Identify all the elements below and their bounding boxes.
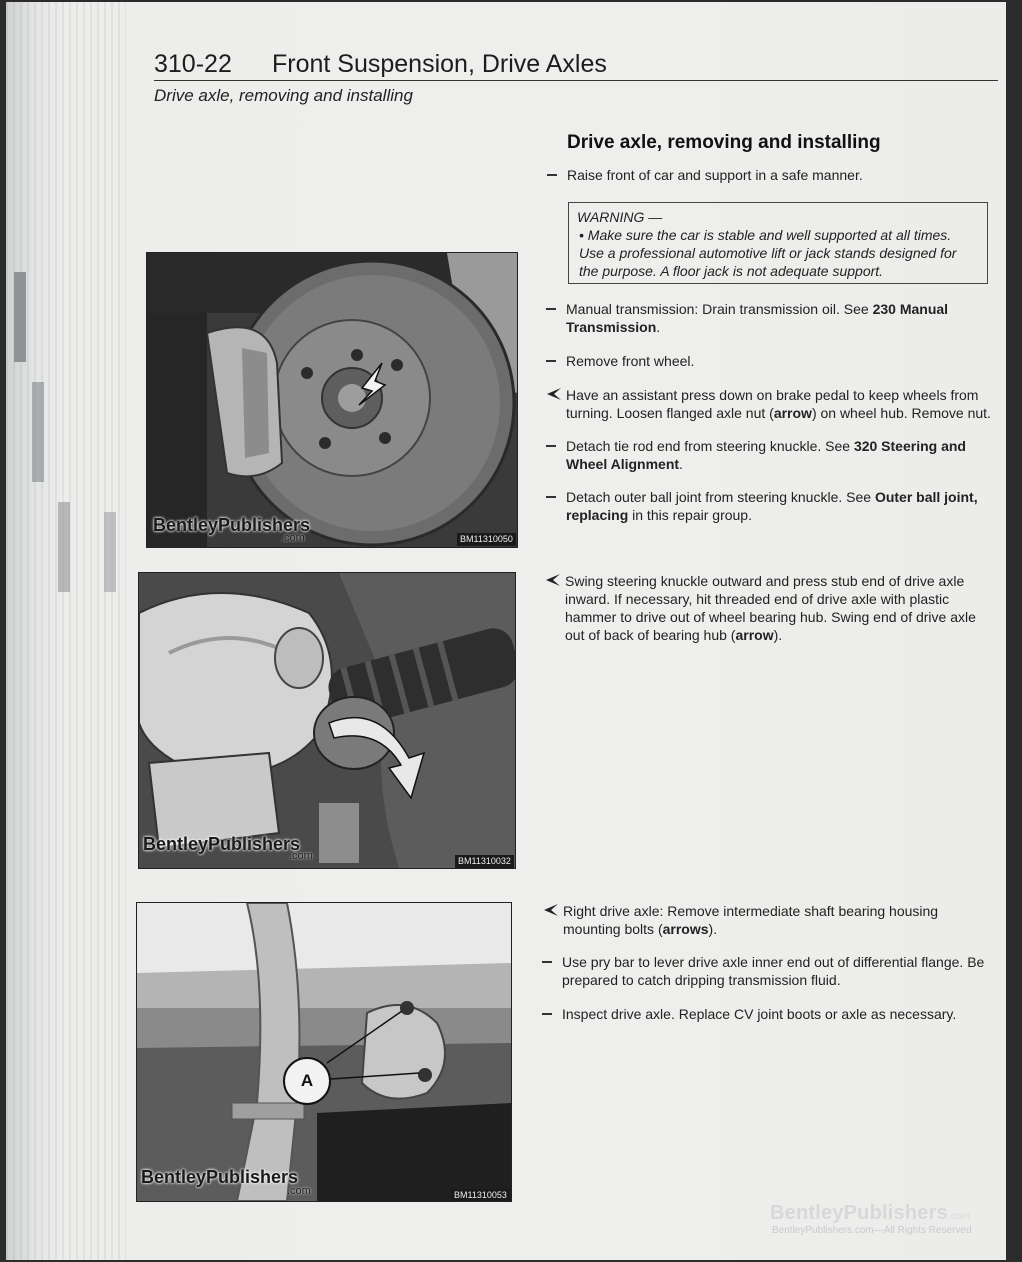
steering-knuckle-illustration xyxy=(139,573,515,868)
cross-reference: 320 Steering and Wheel Alignment xyxy=(566,438,966,472)
emphasis: arrow xyxy=(773,405,812,421)
figure-pointer-icon xyxy=(546,386,560,401)
publisher-watermark-suffix: .com xyxy=(287,1185,311,1197)
manual-page xyxy=(6,2,1006,1260)
step-loosen-axle-nut xyxy=(566,386,991,422)
figure-intermediate-shaft-photo xyxy=(136,902,512,1202)
step-text: Remove front wheel. xyxy=(566,353,695,369)
figure-pointer-icon xyxy=(545,572,559,587)
dash-marker xyxy=(546,437,560,447)
step-swing-knuckle xyxy=(565,572,990,644)
footer-publisher-logo xyxy=(770,1202,970,1225)
step-inspect-axle xyxy=(562,1005,990,1023)
step-text: Inspect drive axle. Replace CV joint boots or axle as necessary. xyxy=(562,1006,957,1022)
publisher-watermark-suffix: .com xyxy=(289,850,313,862)
section-title: Drive axle, removing and installing xyxy=(567,132,881,153)
warning-box xyxy=(568,202,988,284)
step-text: Have an assistant press down on brake pedal to keep wheels from turning. Loosen flanged axle nut ( xyxy=(566,387,979,421)
step-remove-wheel xyxy=(566,352,986,370)
footer-brand-text: BentleyPublishers xyxy=(770,1202,948,1224)
dash-marker xyxy=(546,300,560,310)
cross-reference: Outer ball joint, replacing xyxy=(566,489,978,523)
emphasis: arrows xyxy=(662,921,709,937)
publisher-watermark: BentleyPublishers xyxy=(143,834,301,854)
page-number: 310-22 xyxy=(154,50,232,78)
cross-reference: 230 Manual Transmission xyxy=(566,301,949,335)
publisher-watermark: BentleyPublishers xyxy=(141,1167,299,1187)
step-text: Manual transmission: Drain transmission oil. See xyxy=(566,301,873,317)
footer-rights: BentleyPublishers.com—All Rights Reserved xyxy=(772,1225,972,1236)
step-text: ). xyxy=(708,921,718,937)
figure-wheel-hub-photo xyxy=(146,252,518,548)
step-text: Raise front of car and support in a safe manner. xyxy=(567,167,863,183)
intermediate-shaft-illustration xyxy=(137,903,511,1201)
dash-marker xyxy=(542,953,556,963)
step-text: Detach outer ball joint from steering knuckle. See xyxy=(566,489,875,505)
dash-marker xyxy=(547,166,561,176)
dash-marker xyxy=(546,352,560,362)
callout-a: A xyxy=(283,1057,331,1105)
publisher-watermark: BentleyPublishers xyxy=(153,515,311,535)
edge-tab xyxy=(104,512,116,592)
warning-text: • Make sure the car is stable and well supported at all times. Use a professional automotive lift or jack stands designed for the purpose. A floor jack is not adequate support. xyxy=(579,227,957,279)
step-text: Right drive axle: Remove intermediate shaft bearing housing mounting bolts ( xyxy=(563,903,939,937)
step-text: ) on wheel hub. Remove nut. xyxy=(811,405,991,421)
dash-marker xyxy=(546,488,560,498)
figure-pointer-icon xyxy=(543,902,557,917)
warning-title: WARNING — xyxy=(577,209,663,225)
emphasis: arrow xyxy=(735,627,774,643)
footer-brand-suffix: .com xyxy=(947,1211,971,1222)
step-text: Swing steering knuckle outward and press stub end of drive axle inward. If necessary, hit threaded end of drive axle with plastic hammer to drive out of wheel bearing hub. Swing end of drive axle out of back of bearing hub ( xyxy=(565,573,976,643)
header-rule xyxy=(154,80,998,81)
figure-code: BM11310032 xyxy=(455,855,514,868)
step-drain-oil xyxy=(566,300,986,336)
page-edge-stack xyxy=(6,2,126,1260)
figure-code: BM11310050 xyxy=(457,533,516,546)
step-text: Detach tie rod end from steering knuckle. See xyxy=(566,438,854,454)
step-text: . xyxy=(656,319,661,335)
edge-tab xyxy=(14,272,26,362)
step-detach-ball-joint xyxy=(566,488,991,524)
step-text: in this repair group. xyxy=(628,507,752,523)
figure-steering-knuckle-photo xyxy=(138,572,516,869)
step-raise-car xyxy=(567,166,987,184)
publisher-watermark-suffix: .com xyxy=(281,532,305,544)
chapter-title: Front Suspension, Drive Axles xyxy=(272,50,607,78)
step-pry-axle xyxy=(562,953,990,989)
wheel-hub-illustration xyxy=(147,253,517,547)
figure-code: BM11310053 xyxy=(451,1189,510,1202)
page-subtitle: Drive axle, removing and installing xyxy=(154,86,413,105)
edge-tab xyxy=(58,502,70,592)
step-detach-tie-rod xyxy=(566,437,991,473)
step-text: Use pry bar to lever drive axle inner end out of differential flange. Be prepared to catch dripping transmission fluid. xyxy=(562,954,985,988)
step-text: ). xyxy=(773,627,783,643)
dash-marker xyxy=(542,1005,556,1015)
step-remove-bearing-bolts xyxy=(563,902,988,938)
step-text: . xyxy=(679,456,683,472)
edge-tab xyxy=(32,382,44,482)
